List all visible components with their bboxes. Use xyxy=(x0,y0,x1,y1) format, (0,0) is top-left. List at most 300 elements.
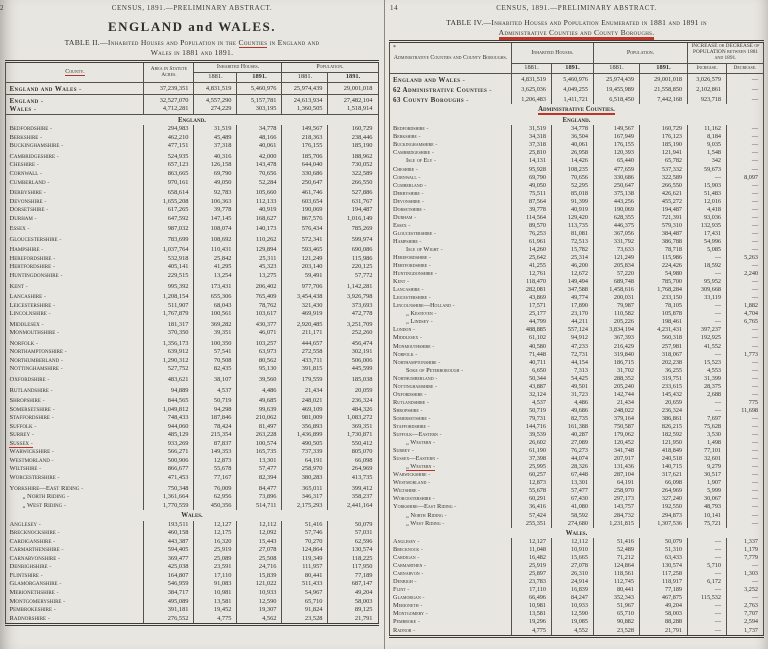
table-row xyxy=(6,281,378,292)
value-cell: — xyxy=(688,538,727,546)
value-cell: 202,238 xyxy=(639,359,687,367)
value-cell: — xyxy=(751,149,759,157)
value-cell: — xyxy=(751,237,759,245)
row-label: 63 County Boroughs - xyxy=(393,96,469,104)
row-label-cell xyxy=(6,83,144,95)
value-cell: 89,570 xyxy=(511,222,551,230)
value-cell: 12,016 xyxy=(688,198,727,206)
table-row xyxy=(389,538,763,546)
row-label-cell xyxy=(389,182,511,190)
value-cell: 115,532 xyxy=(688,594,727,602)
value-cell: 27,482,104 xyxy=(343,96,373,104)
value-cell: 341,748 xyxy=(593,447,639,455)
value-cell: 456,474 xyxy=(351,339,373,347)
value-cell: 330,686 xyxy=(282,170,328,179)
table-row xyxy=(6,198,378,207)
value-cell: 445,599 xyxy=(351,365,373,373)
value-cell: — xyxy=(751,455,759,463)
value-cell: 99,639 xyxy=(237,406,282,415)
value-cell: 250,647 xyxy=(282,179,328,188)
value-cell: — xyxy=(751,471,759,479)
value-cell: 1,498 xyxy=(688,439,727,447)
table-row xyxy=(389,399,763,407)
row-label-cell xyxy=(389,423,511,431)
value-cell: 70,656 xyxy=(237,170,282,179)
value-cell: 1,773 xyxy=(744,350,759,358)
value-cell: 294,873 xyxy=(639,512,687,520)
value-cell: 572,341 xyxy=(282,234,328,245)
value-cell: — xyxy=(751,431,759,439)
value-cell: 384,717 xyxy=(144,589,194,598)
value-cell: 18,592 xyxy=(688,262,727,270)
row-label-cell xyxy=(6,615,144,625)
header-houses-1891: 1891. xyxy=(237,72,282,83)
value-cell: 866,677 xyxy=(144,465,194,474)
header-population: Population. xyxy=(282,62,378,73)
row-label-cell xyxy=(6,142,144,151)
value-cell: 258,970 xyxy=(593,487,639,495)
row-label: Suffolk - xyxy=(9,423,36,430)
value-cell: 11,698 xyxy=(741,406,759,414)
value-cell: 6,518,450 xyxy=(593,94,639,104)
row-label-cell xyxy=(6,423,144,432)
table-row xyxy=(389,351,763,359)
value-cell: 165,735 xyxy=(237,448,282,457)
table-row xyxy=(6,598,378,607)
row-label-cell xyxy=(389,487,511,495)
value-cell: 69,790 xyxy=(194,170,237,179)
row-label: Leicestershire - xyxy=(393,294,431,301)
value-cell: 70,270 xyxy=(282,538,328,547)
table-row xyxy=(389,94,763,104)
table-row xyxy=(6,483,378,494)
value-cell: 4,418 xyxy=(688,206,727,214)
row-label-cell xyxy=(6,502,144,511)
row-label-cell xyxy=(389,399,511,407)
table-row xyxy=(389,520,763,528)
table-row xyxy=(389,262,763,270)
value-cell: 12,092 xyxy=(237,529,282,538)
row-label: London - xyxy=(393,326,415,333)
value-cell: 38,107 xyxy=(194,374,237,385)
page-number-right: 14 xyxy=(390,4,399,12)
value-cell: 352,343 xyxy=(593,594,639,602)
value-cell: 57,746 xyxy=(282,529,328,538)
header-houses-1881: 1881. xyxy=(511,63,551,74)
value-cell: 93,036 xyxy=(688,214,727,222)
value-cell: 79,731 xyxy=(511,415,551,423)
value-cell: 785,269 xyxy=(351,225,373,233)
value-cell: 44,799 xyxy=(511,318,551,326)
value-cell: — xyxy=(751,125,759,133)
row-label: Yorkshire—East Riding - xyxy=(9,485,83,492)
title-red-underlined-word: Counties xyxy=(238,38,268,47)
row-label: 62 Administrative Counties - xyxy=(393,86,492,94)
row-label: Norfolk - xyxy=(393,351,417,358)
value-cell: 34,778 xyxy=(551,125,593,133)
page-heading: ENGLAND and WALES. xyxy=(107,19,276,34)
value-cell: 95,952 xyxy=(688,278,727,286)
section-label: England. xyxy=(562,116,591,124)
table-row xyxy=(389,546,763,554)
value-cell: 826,215 xyxy=(639,423,687,431)
row-label: Flint - xyxy=(393,586,409,593)
value-cell: 44,211 xyxy=(551,318,593,326)
value-cell: 77,189 xyxy=(639,586,687,594)
value-cell: 118,917 xyxy=(639,578,687,586)
row-label-cell xyxy=(6,374,144,385)
header-houses-1881: 1881. xyxy=(194,72,237,83)
row-label-cell xyxy=(389,554,511,562)
value-cell: 25,810 xyxy=(511,149,551,157)
value-cell: 36,416 xyxy=(511,503,551,511)
table-row xyxy=(6,615,378,625)
value-cell: — xyxy=(688,586,727,594)
row-label-cell xyxy=(6,179,144,188)
value-cell: 57,541 xyxy=(194,348,237,357)
value-cell: 16,839 xyxy=(551,586,593,594)
row-label: Durham - xyxy=(9,215,36,222)
value-cell: 176,123 xyxy=(639,133,687,141)
value-cell: 557,124 xyxy=(551,326,593,334)
value-cell: 50,719 xyxy=(194,395,237,406)
value-cell: 206,402 xyxy=(237,281,282,292)
table-row xyxy=(6,206,378,215)
value-cell: — xyxy=(751,189,759,197)
row-label-cell xyxy=(389,367,511,375)
value-cell: 4,231,431 xyxy=(639,326,687,334)
value-cell: 4,537 xyxy=(194,385,237,396)
row-label: „ Kesteven - xyxy=(406,310,437,317)
row-label: Hertfordshire - xyxy=(9,263,55,270)
value-cell: 1,737 xyxy=(744,626,759,634)
row-label-cell xyxy=(389,262,511,270)
value-cell: 12,127 xyxy=(511,538,551,546)
value-cell: 40,316 xyxy=(194,151,237,162)
value-cell: 63,433 xyxy=(639,554,687,562)
row-label-cell xyxy=(389,415,511,423)
value-cell: 430,377 xyxy=(237,319,282,330)
row-label: Wiltshire - xyxy=(9,465,41,472)
table-row xyxy=(389,439,763,447)
row-label-cell xyxy=(389,238,511,246)
row-label-cell xyxy=(389,334,511,342)
value-cell: 15,665 xyxy=(551,554,593,562)
page-right-table-iv xyxy=(384,0,768,649)
value-cell: 380,283 xyxy=(282,474,328,483)
value-cell: 41,080 xyxy=(551,503,593,511)
row-label-cell xyxy=(389,455,511,463)
row-label-cell xyxy=(6,465,144,474)
table-row xyxy=(389,286,763,294)
value-cell: 131,436 xyxy=(593,463,639,471)
value-cell: 3,834,194 xyxy=(593,326,639,334)
value-cell: 317,621 xyxy=(639,471,687,479)
value-cell: — xyxy=(751,390,759,398)
row-label-cell xyxy=(6,329,144,338)
row-label-cell xyxy=(6,493,144,502)
row-label: England and Wales - xyxy=(393,76,465,84)
value-cell: 5,460,976 xyxy=(237,83,282,95)
value-cell: 16,320 xyxy=(194,538,237,547)
value-cell: 1,458,616 xyxy=(593,286,639,294)
value-cell: 126,158 xyxy=(194,161,237,170)
table-row xyxy=(389,318,763,326)
row-label: Pembroke - xyxy=(393,618,420,625)
value-cell: 5,157,781 xyxy=(237,94,282,105)
value-cell: 77,101 xyxy=(688,447,727,455)
value-cell: 36,255 xyxy=(639,367,687,375)
value-cell: 944,060 xyxy=(144,423,194,432)
value-cell: 1,882 xyxy=(744,302,759,310)
value-cell: 115,986 xyxy=(351,254,373,262)
value-cell: 121,941 xyxy=(639,149,687,157)
value-cell: 303,195 xyxy=(237,105,282,114)
value-cell: 164,807 xyxy=(144,572,194,581)
row-label: Somersetshire - xyxy=(9,406,54,413)
row-label-cell xyxy=(389,125,511,133)
table-row xyxy=(6,365,378,374)
value-cell: 342 xyxy=(688,157,727,165)
value-cell: 66,496 xyxy=(511,594,551,602)
table-row xyxy=(6,563,378,572)
value-cell: — xyxy=(751,278,759,286)
value-cell: 73,633 xyxy=(593,246,639,254)
value-cell: — xyxy=(751,447,759,455)
table-ii-title xyxy=(0,38,384,57)
title-text: Inhabited Houses and Population in the xyxy=(107,38,239,47)
value-cell: — xyxy=(751,165,759,173)
table-row xyxy=(6,319,378,330)
table-ii xyxy=(5,60,378,626)
value-cell: 506,006 xyxy=(351,356,373,364)
value-cell: 95,130 xyxy=(237,365,282,374)
value-cell: 3,625,036 xyxy=(511,84,551,94)
row-label-cell xyxy=(389,570,511,578)
value-cell: 216,429 xyxy=(593,343,639,351)
table-row xyxy=(6,521,378,530)
row-label: Dorsetshire - xyxy=(393,206,426,213)
running-head-text: CENSUS, 1891.—PRELIMINARY ABSTRACT. xyxy=(111,4,273,12)
value-cell: 57,772 xyxy=(354,271,373,279)
value-cell: — xyxy=(688,302,727,310)
value-cell: 603,654 xyxy=(282,198,328,207)
row-label-cell xyxy=(6,538,144,547)
value-cell: 147,145 xyxy=(194,215,237,224)
value-cell: 192,925 xyxy=(688,334,727,342)
value-cell: 57,424 xyxy=(511,512,551,520)
value-cell: 54,967 xyxy=(282,589,328,598)
value-cell: — xyxy=(751,197,759,205)
value-cell: 5,999 xyxy=(688,487,727,495)
value-cell: 1,518,914 xyxy=(328,105,378,114)
value-cell: 15,523 xyxy=(688,359,727,367)
row-label-cell xyxy=(389,157,511,165)
value-cell: 60,257 xyxy=(511,471,551,479)
header-decrease: Decrease. xyxy=(727,63,764,74)
value-cell: 203,140 xyxy=(282,263,328,272)
value-cell: 13,275 xyxy=(237,272,282,281)
value-cell: 80,441 xyxy=(282,572,328,581)
table-row xyxy=(6,310,378,319)
header-area: Area in Statute Acres. xyxy=(144,62,194,83)
value-cell: 49,204 xyxy=(354,588,373,596)
value-cell: 2,441,164 xyxy=(346,501,373,509)
header-inhabited-houses: Inhabited Houses. xyxy=(194,62,282,73)
value-cell: 472,778 xyxy=(351,310,373,318)
value-cell: 90,882 xyxy=(593,618,639,626)
value-cell: 37,398 xyxy=(511,455,551,463)
row-label: Hampshire - xyxy=(393,238,422,245)
value-cell: 119,349 xyxy=(282,555,328,564)
value-cell: 550,412 xyxy=(351,439,373,447)
value-cell: 500,906 xyxy=(144,457,194,466)
value-cell: 40,061 xyxy=(551,141,593,149)
value-cell: 50,719 xyxy=(511,407,551,415)
row-label-cell xyxy=(6,187,144,198)
row-label: Westmorland - xyxy=(9,457,53,464)
value-cell: 461,746 xyxy=(282,187,328,198)
table-row xyxy=(389,463,763,471)
value-cell: 258,970 xyxy=(282,465,328,474)
value-cell: — xyxy=(751,205,759,213)
value-cell: 54,996 xyxy=(688,238,727,246)
value-cell: 61,961 xyxy=(511,238,551,246)
value-cell: 91,824 xyxy=(282,606,328,615)
value-cell: 68,043 xyxy=(194,302,237,311)
value-cell: 82,435 xyxy=(194,365,237,374)
row-label: Northumberland - xyxy=(9,357,63,364)
value-cell: 386,861 xyxy=(639,415,687,423)
value-cell: 264,969 xyxy=(351,465,373,473)
value-cell: 17,110 xyxy=(511,586,551,594)
value-cell: 100,561 xyxy=(194,310,237,319)
value-cell: 61,190 xyxy=(511,447,551,455)
value-cell: 14,426 xyxy=(551,157,593,165)
row-label: England - xyxy=(9,97,43,105)
value-cell: 17,110 xyxy=(194,572,237,581)
value-cell: 1,179 xyxy=(744,546,759,554)
value-cell: — xyxy=(688,618,727,626)
row-label: Derbyshire - xyxy=(393,190,424,197)
value-cell: 287,104 xyxy=(593,471,639,479)
row-label: Wiltshire - xyxy=(393,487,420,494)
value-cell: 33,119 xyxy=(688,294,727,302)
row-label-cell xyxy=(6,223,144,234)
value-cell: 647,592 xyxy=(144,215,194,224)
value-cell: 181,317 xyxy=(144,319,194,330)
value-cell: 6,650 xyxy=(511,367,551,375)
value-cell: 3,530 xyxy=(688,431,727,439)
value-cell: 2,175,293 xyxy=(282,502,328,511)
value-cell: 37,318 xyxy=(511,141,551,149)
value-cell: 302,191 xyxy=(351,348,373,356)
value-cell: 8,184 xyxy=(688,133,727,141)
value-cell: 51,483 xyxy=(688,190,727,198)
value-cell: 450,356 xyxy=(194,502,237,511)
value-cell: 330,686 xyxy=(593,174,639,182)
value-cell: 182,592 xyxy=(639,431,687,439)
table-row xyxy=(389,334,763,342)
value-cell: 43,869 xyxy=(511,294,551,302)
row-label-cell xyxy=(6,198,144,207)
value-cell: 48,793 xyxy=(688,503,727,511)
value-cell: 274,229 xyxy=(194,105,237,114)
row-label: Essex - xyxy=(9,225,29,232)
value-cell: 1,037,764 xyxy=(144,244,194,255)
value-cell: 995,392 xyxy=(144,281,194,292)
value-cell: 327,240 xyxy=(639,495,687,503)
row-label: Devonshire - xyxy=(393,198,424,205)
value-cell: 69,790 xyxy=(511,174,551,182)
value-cell: 30,517 xyxy=(688,471,727,479)
value-cell: 524,935 xyxy=(144,151,194,162)
value-cell: 233,615 xyxy=(639,383,687,391)
value-cell: 511,433 xyxy=(282,580,328,589)
table-row xyxy=(389,512,763,520)
row-label-cell xyxy=(389,351,511,359)
value-cell: 215,354 xyxy=(194,431,237,440)
row-label-cell xyxy=(6,483,144,494)
value-cell: — xyxy=(751,511,759,519)
table-row xyxy=(6,606,378,615)
value-cell: 1,360,505 xyxy=(282,105,328,114)
table-row xyxy=(389,310,763,318)
value-cell: 25,642 xyxy=(511,254,551,262)
value-cell: — xyxy=(751,286,759,294)
value-cell: 252,260 xyxy=(351,329,373,337)
row-label: Hampshire - xyxy=(9,246,43,253)
value-cell: 19,455,989 xyxy=(593,84,639,94)
value-cell: 120,393 xyxy=(593,149,639,157)
row-label-cell xyxy=(6,529,144,538)
row-label: Cheshire - xyxy=(9,161,38,168)
table-row xyxy=(389,302,763,310)
value-cell: — xyxy=(751,374,759,382)
table-row xyxy=(6,125,378,134)
value-cell: 367,393 xyxy=(593,334,639,342)
section-label: Wales. xyxy=(181,512,203,520)
value-cell: 72,513 xyxy=(551,238,593,246)
value-cell: 40,580 xyxy=(511,343,551,351)
header-pop-1891: 1891. xyxy=(328,72,378,83)
value-cell: 185,190 xyxy=(639,141,687,149)
row-label: Rutlandshire - xyxy=(9,387,52,394)
row-label-cell xyxy=(6,206,144,215)
value-cell: 1,142,281 xyxy=(346,282,373,290)
value-cell: 67,430 xyxy=(551,495,593,503)
table-row xyxy=(6,263,378,272)
table-row xyxy=(6,357,378,366)
value-cell: 687,147 xyxy=(351,580,373,588)
value-cell: — xyxy=(751,358,759,366)
table-row xyxy=(389,407,763,415)
value-cell: 111,957 xyxy=(282,563,328,572)
value-cell: 50,079 xyxy=(639,538,687,546)
value-cell: 58,592 xyxy=(551,512,593,520)
value-cell: 34,778 xyxy=(237,125,282,134)
value-cell: 21,791 xyxy=(639,627,687,637)
value-cell: 205,240 xyxy=(593,383,639,391)
table-row xyxy=(389,359,763,367)
value-cell: 276,552 xyxy=(144,615,194,625)
value-cell: 443,387 xyxy=(144,538,194,547)
value-cell: 145,432 xyxy=(639,391,687,399)
row-label-cell xyxy=(6,281,144,292)
value-cell: 32,601 xyxy=(688,455,727,463)
header-population: Population. xyxy=(593,42,687,64)
row-label-cell xyxy=(6,448,144,457)
